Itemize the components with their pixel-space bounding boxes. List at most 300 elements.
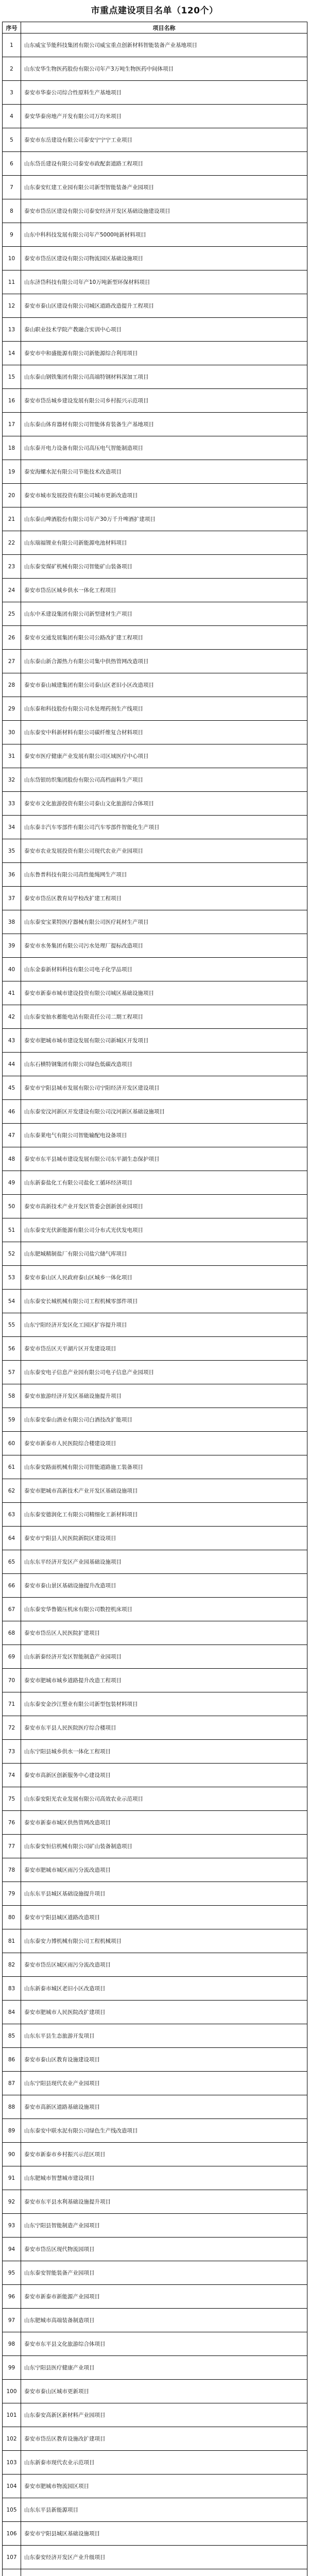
row-number: 80 [3,1906,21,1929]
row-number: 73 [3,1740,21,1764]
project-name: 泰安市东平县文化旅游综合体项目 [21,2332,307,2356]
table-row [3,1337,307,1361]
row-number: 11 [3,270,21,294]
row-number: 12 [3,294,21,318]
row-number: 71 [3,1692,21,1716]
row-number: 90 [3,2143,21,2166]
table-row [3,2024,307,2048]
project-name: 山东泰安恒信机械有限公司矿山装备制造项目 [21,1835,307,1858]
row-number: 22 [3,531,21,555]
table-row [3,1076,307,1100]
project-name: 山东泰安电子信息产业园有限公司电子信息产业园项目 [21,1361,307,1384]
table-row [3,1479,307,1503]
row-number: 91 [3,2166,21,2190]
project-name: 泰安市中和盛能源有限公司新能源综合利用项目 [21,342,307,365]
table-row [3,2427,307,2451]
row-number: 19 [3,460,21,484]
row-number: 72 [3,1716,21,1740]
project-name: 泰安市新泰市城区供热管网改造项目 [21,1811,307,1835]
header-row [3,22,307,33]
row-number: 6 [3,152,21,176]
table-row [3,1503,307,1527]
row-number: 62 [3,1479,21,1503]
project-name: 山东宁阳县智能制造产业园项目 [21,2214,307,2238]
table-row [3,1455,307,1479]
table-row [3,958,307,981]
row-number: 2 [3,57,21,81]
row-number: 37 [3,887,21,910]
row-number: 60 [3,1432,21,1455]
row-number: 107 [3,2546,21,2569]
table-row [3,1811,307,1835]
row-number: 51 [3,1218,21,1242]
table-row [3,1218,307,1242]
table-row [3,1835,307,1858]
row-number: 59 [3,1408,21,1432]
row-number [3,2569,21,2576]
project-name: 山东新泰市城区老旧小区改造项目 [21,1977,307,2001]
header-name: 项目名称 [21,22,307,33]
project-name: 山东泰山钢铁集团有限公司高端特钢材料深加工项目 [21,365,307,389]
row-number: 18 [3,436,21,460]
table-row [3,2356,307,2380]
row-number: 88 [3,2095,21,2119]
table-row [3,342,307,365]
row-number: 76 [3,1811,21,1835]
project-name: 山东中禾建设集团有限公司新型建材生产项目 [21,602,307,626]
row-number: 53 [3,1266,21,1290]
project-name: 山东泰安德润化工有限公司精细化工新材料项目 [21,1503,307,1527]
project-name: 山东泰安光伏新能源有限公司分布式光伏发电项目 [21,1218,307,1242]
row-number: 68 [3,1621,21,1645]
project-name: 泰安市岱岳区建设有限公司物流园区基础设施项目 [21,247,307,270]
table-row [3,1787,307,1811]
table-row [3,1124,307,1147]
project-name: 泰安市新泰市城市建设投资有限公司城区基础设施项目 [21,981,307,1005]
project-name: 泰安市肥城市城区雨污分流改造项目 [21,1858,307,1882]
project-name: 山东泰安力博机械有限公司工程机械项目 [21,1929,307,1953]
project-name: 山东宁阳县医疗健康产业项目 [21,2356,307,2380]
table-row [3,413,307,436]
project-name: 泰安市岱岳区现代物流园项目 [21,2238,307,2261]
table-row [3,934,307,958]
table-row [3,294,307,318]
project-name: 山东东平县城区基础设施提升项目 [21,1882,307,1906]
table-row [3,2569,307,2576]
project-name: 泰安市肥城市城乡道路提升改造工程项目 [21,1669,307,1692]
table-row [3,721,307,744]
table-row [3,2214,307,2238]
table-row [3,1882,307,1906]
project-name: 山东泰山体育器材有限公司智能体育装备生产基地项目 [21,413,307,436]
table-row [3,2048,307,2072]
row-number: 75 [3,1787,21,1811]
row-number: 98 [3,2332,21,2356]
project-name: 山东泰安中科新材料有限公司碳纤维复合材料项目 [21,721,307,744]
project-name: 山东泰安红建工业园有限公司新型智能装备产业园项目 [21,176,307,199]
project-name: 山东中科科技发展有限公司年产5000吨新材料项目 [21,223,307,247]
row-number: 3 [3,81,21,105]
table-row [3,1574,307,1598]
project-name: 山东泰安经济开发区产业升级项目 [21,2546,307,2569]
project-name: 山东肥城市智慧城市建设项目 [21,2166,307,2190]
row-number: 74 [3,1764,21,1787]
project-name: 泰安市宁阳县人民医院新院区建设项目 [21,1527,307,1550]
row-number: 63 [3,1503,21,1527]
table-row [3,1645,307,1669]
table-row [3,1977,307,2001]
project-name: 山东泰安路面机械有限公司智能道路施工装备项目 [21,1455,307,1479]
row-number: 49 [3,1171,21,1195]
row-number: 23 [3,555,21,579]
project-name: 山东金泰新材料科技有限公司电子化学品项目 [21,958,307,981]
row-number: 10 [3,247,21,270]
row-number: 30 [3,721,21,744]
table-row [3,1408,307,1432]
table-row [3,1266,307,1290]
row-number: 44 [3,1053,21,1076]
row-number: 97 [3,2309,21,2332]
project-name: 泰安海螺水泥有限公司节能技术改造项目 [21,460,307,484]
table-row [3,81,307,105]
project-name: 山东泰安抽水蓄能电站有限责任公司二期工程项目 [21,1005,307,1029]
project-name: 泰安市肥城市物流园区项目 [21,2475,307,2498]
table-row [3,1929,307,1953]
table-row [3,2309,307,2332]
row-number: 13 [3,318,21,342]
row-number: 82 [3,1953,21,1977]
table-row [3,2238,307,2261]
row-number: 66 [3,1574,21,1598]
project-name: 泰安市宁阳县城区基础设施项目 [21,2522,307,2546]
table-row [3,863,307,887]
row-number: 102 [3,2427,21,2451]
row-number: 84 [3,2001,21,2024]
row-number: 33 [3,792,21,816]
table-row [3,128,307,152]
project-name: 泰安市东岳建设有限公司泰安宁宁宁工业项目 [21,128,307,152]
row-number: 106 [3,2522,21,2546]
row-number: 65 [3,1550,21,1574]
row-number: 96 [3,2285,21,2309]
project-name: 山东泰安金沙江塑业有限公司新型包装材料项目 [21,1692,307,1716]
row-number: 100 [3,2380,21,2403]
project-name: 泰安市农业发展投资有限公司现代农业产业园项目 [21,839,307,863]
project-name: 泰安市交通发展集团有限公司公路改扩建工程项目 [21,626,307,650]
project-name: 泰安市医疗健康产业发展有限公司区域医疗中心项目 [21,744,307,768]
project-name: 山东泰安高新区新材料产业园项目 [21,2403,307,2427]
table-row [3,1527,307,1550]
project-name: 泰安市新泰市乡村振兴示范区项目 [21,2143,307,2166]
row-number: 57 [3,1361,21,1384]
project-name: 山东新泰市现代农业示范项目 [21,2451,307,2475]
project-name: 山东济岱科技有限公司年产10万吨新型环保材料项目 [21,270,307,294]
row-number: 79 [3,1882,21,1906]
project-name: 泰安市岱岳区建设有限公司泰安经济开发区基础设施建设项目 [21,199,307,223]
table-row [3,816,307,839]
table-row [3,365,307,389]
project-name [21,2569,307,2576]
project-name: 山东泰开电力设备有限公司高压电气智能制造项目 [21,436,307,460]
project-name: 山东泰和科技股份有限公司水处理药剂生产线项目 [21,697,307,721]
table-row [3,1432,307,1455]
row-number: 78 [3,1858,21,1882]
project-name: 泰安市泰山区城市更新项目 [21,2380,307,2403]
table-row [3,1361,307,1384]
project-name: 山东泰莱电气有限公司智能输配电设备项目 [21,1124,307,1147]
table-row [3,768,307,792]
table-row [3,839,307,863]
row-number: 24 [3,579,21,602]
row-number: 14 [3,342,21,365]
table-row [3,270,307,294]
project-name: 山东泰安华鲁锻压机床有限公司数控机床项目 [21,1598,307,1621]
row-number: 38 [3,910,21,934]
project-name: 山东岱岳建设有限公司泰安市政配套道路工程项目 [21,152,307,176]
table-row [3,460,307,484]
row-number: 17 [3,413,21,436]
table-row [3,33,307,57]
row-number: 39 [3,934,21,958]
table-row [3,1716,307,1740]
project-name: 泰安市肥城市高新技术产业开发区基础设施项目 [21,1479,307,1503]
table-row [3,744,307,768]
project-name: 山东新泰盐化工有限公司盐化工循环经济项目 [21,1171,307,1195]
project-name: 泰安市高新区道路基础设施项目 [21,2095,307,2119]
row-number: 58 [3,1384,21,1408]
table-row [3,602,307,626]
project-name: 山东泰安泰山酒业有限公司白酒技改扩能项目 [21,1408,307,1432]
project-name: 泰安市水务集团有限公司污水处理厂提标改造项目 [21,934,307,958]
project-name: 山东新泰经济开发区智能制造产业园项目 [21,1645,307,1669]
project-name: 泰安市东平县城市建设发展有限公司东平湖生态保护项目 [21,1147,307,1171]
table-body [3,33,307,2576]
row-number: 64 [3,1527,21,1550]
table-row [3,1147,307,1171]
table-row [3,2285,307,2309]
table-row [3,199,307,223]
project-table [2,22,307,2576]
row-number: 21 [3,507,21,531]
table-row [3,2522,307,2546]
table-row [3,507,307,531]
row-number: 27 [3,650,21,673]
row-number: 43 [3,1029,21,1053]
project-name: 泰安市泰山城建集团有限公司泰山区老旧小区改造项目 [21,673,307,697]
row-number: 95 [3,2261,21,2285]
table-row [3,2332,307,2356]
project-name: 泰山职业技术学院产教融合实训中心项目 [21,318,307,342]
table-row [3,1384,307,1408]
project-name: 山东安华生物医药股份有限公司年产3万吨生物医药中间体项目 [21,57,307,81]
row-number: 94 [3,2238,21,2261]
row-number: 32 [3,768,21,792]
table-row [3,650,307,673]
table-row [3,910,307,934]
project-name: 山东瑞福锂业有限公司新能源电池材料项目 [21,531,307,555]
project-name: 泰安市肥城市人民医院改扩建项目 [21,2001,307,2024]
row-number: 47 [3,1124,21,1147]
row-number: 69 [3,1645,21,1669]
project-name: 山东泰丰汽车零部件有限公司汽车零部件智能化生产项目 [21,816,307,839]
project-name: 泰安市高新区创新服务中心建设项目 [21,1764,307,1787]
row-number: 5 [3,128,21,152]
row-number: 46 [3,1100,21,1124]
table-row [3,1100,307,1124]
project-name: 山东泰山啤酒股份有限公司年产30万千升啤酒扩建项目 [21,507,307,531]
table-row [3,152,307,176]
project-name: 山东肥城精制盐厂有限公司盐穴储气库项目 [21,1242,307,1266]
row-number: 87 [3,2072,21,2095]
table-row [3,1171,307,1195]
project-name: 山东宁阳县现代农业产业园项目 [21,2072,307,2095]
row-number: 77 [3,1835,21,1858]
project-name: 山东泰安煤矿机械有限公司智能矿山装备项目 [21,555,307,579]
table-row [3,1290,307,1313]
table-row [3,223,307,247]
row-number: 31 [3,744,21,768]
row-number: 36 [3,863,21,887]
table-row [3,2380,307,2403]
row-number: 40 [3,958,21,981]
row-number: 99 [3,2356,21,2380]
row-number: 93 [3,2214,21,2238]
row-number: 89 [3,2119,21,2143]
table-row [3,579,307,602]
table-row [3,1692,307,1716]
row-number: 26 [3,626,21,650]
table-row [3,1906,307,1929]
project-name: 泰安市泰山景区基础设施提升改造项目 [21,1574,307,1598]
table-row [3,2451,307,2475]
project-name: 泰安市岱岳区人民医院扩建项目 [21,1621,307,1645]
project-name: 泰安市新泰市新能源产业园项目 [21,2285,307,2309]
row-number: 34 [3,816,21,839]
row-number: 7 [3,176,21,199]
table-row [3,531,307,555]
row-number: 103 [3,2451,21,2475]
table-row [3,2119,307,2143]
project-name: 山东泰安汶河新区开发建设有限公司汶河新区基础设施项目 [21,1100,307,1124]
table-row [3,2072,307,2095]
row-number: 83 [3,1977,21,2001]
row-number: 55 [3,1313,21,1337]
project-name: 泰安市岱岳区城区雨污分流改造项目 [21,1953,307,1977]
project-name: 泰安市文化旅游投资有限公司泰山文化旅游综合体项目 [21,792,307,816]
row-number: 8 [3,199,21,223]
row-number: 104 [3,2475,21,2498]
table-row [3,2190,307,2214]
row-number: 86 [3,2048,21,2072]
table-row [3,1740,307,1764]
table-row [3,57,307,81]
table-row [3,1858,307,1882]
row-number: 28 [3,673,21,697]
table-row [3,1005,307,1029]
row-number: 20 [3,484,21,507]
project-name: 泰安市岱岳城乡建设发展有限公司乡村振兴示范项目 [21,389,307,413]
table-row [3,792,307,816]
project-name: 山东泰安智能装备产业园项目 [21,2261,307,2285]
table-row [3,389,307,413]
table-row [3,1550,307,1574]
page-title: 市重点建设项目名单（120个） [91,6,218,16]
project-name: 泰安市新泰市人民医院综合楼建设项目 [21,1432,307,1455]
row-number: 16 [3,389,21,413]
row-number: 50 [3,1195,21,1218]
row-number: 15 [3,365,21,389]
table-row [3,1053,307,1076]
project-name: 泰安市宁阳县城区道路改造项目 [21,1906,307,1929]
project-name: 泰安市泰山区教育设施建设项目 [21,2048,307,2072]
table-row [3,2403,307,2427]
project-name: 泰安市泰山区建设有限公司城区道路改造提升工程项目 [21,294,307,318]
table-row [3,2546,307,2569]
table-row [3,1242,307,1266]
project-name: 泰安市宁阳县城市发展有限公司宁阳经济开发区建设项目 [21,1076,307,1100]
table-row [3,1029,307,1053]
row-number: 92 [3,2190,21,2214]
table-row [3,105,307,128]
project-name: 泰安市高新技术产业开发区管委会创新创业园项目 [21,1195,307,1218]
table-row [3,697,307,721]
table-row [3,2095,307,2119]
table-row [3,2001,307,2024]
project-name: 泰安市东平县人民医院医疗综合楼项目 [21,1716,307,1740]
row-number: 9 [3,223,21,247]
table-row [3,673,307,697]
table-header [3,22,307,33]
project-name: 泰安市岱岳区天平湖片区开发建设项目 [21,1337,307,1361]
table-row [3,2166,307,2190]
header-no: 序号 [3,22,21,33]
project-name: 山东泰安长城机械有限公司工程机械零部件项目 [21,1290,307,1313]
project-name: 山东东平经济开发区产业园基础设施项目 [21,1550,307,1574]
project-name: 泰安市肥城市城市建设发展有限公司新城区开发项目 [21,1029,307,1053]
project-name: 山东鲁普科技有限公司高性能绳网生产项目 [21,863,307,887]
table-row [3,2261,307,2285]
table-row [3,2143,307,2166]
row-number: 1 [3,33,21,57]
table-row [3,1669,307,1692]
project-name: 山东泰安阳光农业发展有限公司高效农业示范项目 [21,1787,307,1811]
row-number: 25 [3,602,21,626]
project-name: 山东宁阳经济开发区化工园区扩容提升项目 [21,1313,307,1337]
table-row [3,176,307,199]
row-number: 41 [3,981,21,1005]
table-row [3,2498,307,2522]
row-number: 81 [3,1929,21,1953]
row-number: 45 [3,1076,21,1100]
project-name: 泰安市城市发展投资有限公司城市更新改造项目 [21,484,307,507]
project-name: 山东威宝节能科技集团有限公司威宝重点创新材料智能装备产业基地项目 [21,33,307,57]
project-name: 山东东平县新能源项目 [21,2498,307,2522]
row-number: 54 [3,1290,21,1313]
row-number: 52 [3,1242,21,1266]
table-row [3,1621,307,1645]
row-number: 29 [3,697,21,721]
project-name: 泰安市岱岳区教育设施改扩建项目 [21,2427,307,2451]
table-row [3,2475,307,2498]
table-row [3,626,307,650]
row-number: 35 [3,839,21,863]
project-name: 泰安市岱岳区教育局学校改扩建工程项目 [21,887,307,910]
project-name: 山东石横特钢集团有限公司绿色低碳改造项目 [21,1053,307,1076]
row-number: 70 [3,1669,21,1692]
table-row [3,436,307,460]
project-name: 泰安市岱岳区城乡供水一体化工程项目 [21,579,307,602]
row-number: 56 [3,1337,21,1361]
